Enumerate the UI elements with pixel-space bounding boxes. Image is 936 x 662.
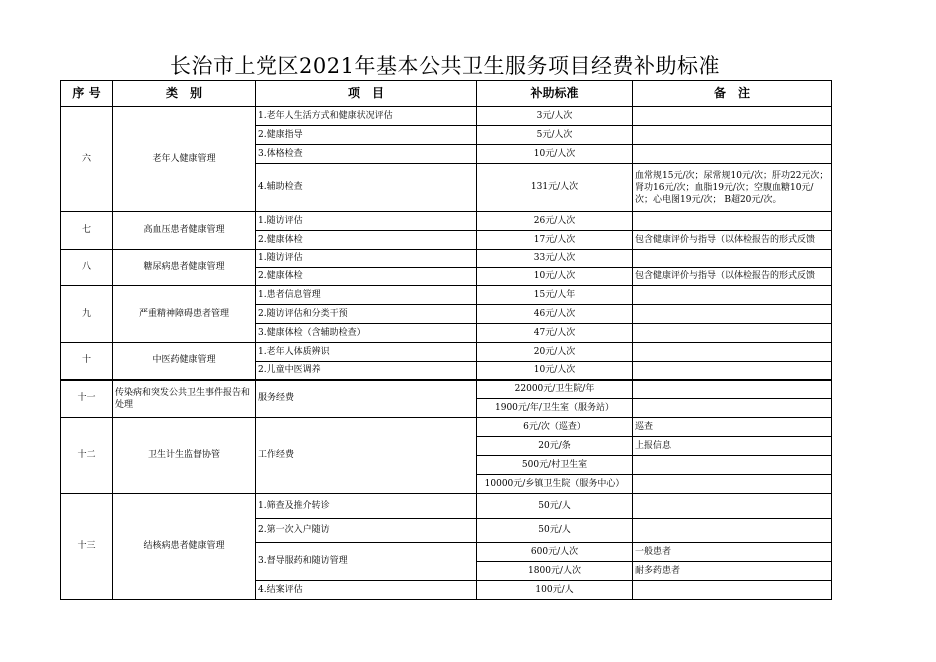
header-category: 类 别 [113, 81, 256, 107]
seq-cell: 十三 [61, 494, 113, 600]
seq-cell: 九 [61, 286, 113, 343]
item-cell: 服务经费 [256, 380, 477, 418]
remark-cell [633, 324, 832, 343]
remark-cell [633, 380, 832, 399]
seq-cell: 八 [61, 250, 113, 286]
remark-cell [633, 286, 832, 305]
header-row [61, 81, 832, 107]
remark-cell: 一般患者 [633, 543, 832, 562]
remark-cell: 血常规15元/次；尿常规10元/次；肝功22元次；肾功16元/次；血脂19元/次；空腹血糖10元/次；心电图19元/次； B超20元/次。 [633, 164, 832, 212]
table-row [61, 107, 832, 126]
table-row [61, 286, 832, 305]
standard-cell: 1900元/年/卫生室（服务站） [477, 399, 633, 418]
page-title: 长治市上党区2021年基本公共卫生服务项目经费补助标准 [170, 54, 720, 78]
standard-cell: 5元/人次 [477, 126, 633, 145]
remark-cell [633, 456, 832, 475]
seq-cell: 六 [61, 107, 113, 212]
seq-cell: 七 [61, 212, 113, 250]
standard-cell: 10元/人次 [477, 145, 633, 164]
table-row [61, 418, 832, 437]
standard-cell: 20元/条 [477, 437, 633, 456]
standard-cell: 500元/村卫生室 [477, 456, 633, 475]
standard-cell: 100元/人 [477, 581, 633, 600]
standard-cell: 6元/次（巡查） [477, 418, 633, 437]
item-cell: 3.督导服药和随访管理 [256, 543, 477, 581]
standard-cell: 10元/人次 [477, 362, 633, 380]
table-row [61, 212, 832, 231]
standard-cell: 15元/人年 [477, 286, 633, 305]
remark-cell [633, 126, 832, 145]
header-remark: 备 注 [633, 81, 832, 107]
item-cell: 3.健康体检（含辅助检查） [256, 324, 477, 343]
remark-cell: 耐多药患者 [633, 562, 832, 581]
standard-cell: 17元/人次 [477, 231, 633, 250]
category-cell: 高血压患者健康管理 [113, 212, 256, 250]
item-cell: 1.老年人体质辨识 [256, 343, 477, 362]
remark-cell: 巡查 [633, 418, 832, 437]
remark-cell: 上报信息 [633, 437, 832, 456]
item-cell: 3.体格检查 [256, 145, 477, 164]
remark-cell [633, 399, 832, 418]
category-cell: 老年人健康管理 [113, 107, 256, 212]
standard-cell: 20元/人次 [477, 343, 633, 362]
standard-cell: 22000元/卫生院/年 [477, 380, 633, 399]
item-cell: 工作经费 [256, 418, 477, 494]
item-cell: 4.辅助检查 [256, 164, 477, 212]
category-cell: 结核病患者健康管理 [113, 494, 256, 600]
item-cell: 1.随访评估 [256, 212, 477, 231]
category-cell: 卫生计生监督协管 [113, 418, 256, 494]
standard-cell: 50元/人 [477, 494, 633, 519]
item-cell: 2.健康体检 [256, 268, 477, 286]
header-item: 项 目 [256, 81, 477, 107]
item-cell: 1.老年人生活方式和健康状况评估 [256, 107, 477, 126]
remark-cell [633, 581, 832, 600]
header-standard: 补助标准 [477, 81, 633, 107]
item-cell: 2.儿童中医调养 [256, 362, 477, 380]
item-cell: 1.随访评估 [256, 250, 477, 268]
remark-cell [633, 475, 832, 494]
remark-cell [633, 519, 832, 543]
standard-cell: 131元/人次 [477, 164, 633, 212]
remark-cell [633, 145, 832, 164]
item-cell: 1.患者信息管理 [256, 286, 477, 305]
seq-cell: 十二 [61, 418, 113, 494]
remark-cell [633, 494, 832, 519]
remark-cell [633, 250, 832, 268]
subsidy-table [60, 80, 832, 600]
item-cell: 2.健康指导 [256, 126, 477, 145]
table-row [61, 250, 832, 268]
table-row [61, 343, 832, 362]
standard-cell: 10000元/乡镇卫生院（服务中心） [477, 475, 633, 494]
item-cell: 2.健康体检 [256, 231, 477, 250]
item-cell: 2.随访评估和分类干预 [256, 305, 477, 324]
item-cell: 4.结案评估 [256, 581, 477, 600]
remark-cell [633, 107, 832, 126]
standard-cell: 3元/人次 [477, 107, 633, 126]
standard-cell: 600元/人次 [477, 543, 633, 562]
table-row [61, 380, 832, 399]
seq-cell: 十一 [61, 380, 113, 418]
standard-cell: 1800元/人次 [477, 562, 633, 581]
category-cell: 糖尿病患者健康管理 [113, 250, 256, 286]
category-cell: 传染病和突发公共卫生事件报告和处理 [113, 380, 256, 418]
standard-cell: 46元/人次 [477, 305, 633, 324]
item-cell: 1.筛查及推介转诊 [256, 494, 477, 519]
standard-cell: 26元/人次 [477, 212, 633, 231]
seq-cell: 十 [61, 343, 113, 380]
standard-cell: 33元/人次 [477, 250, 633, 268]
remark-cell [633, 305, 832, 324]
standard-cell: 47元/人次 [477, 324, 633, 343]
remark-cell [633, 343, 832, 362]
item-cell: 2.第一次入户随访 [256, 519, 477, 543]
header-seq: 序 号 [61, 81, 113, 107]
standard-cell: 10元/人次 [477, 268, 633, 286]
remark-cell: 包含健康评价与指导（以体检报告的形式反馈 [633, 231, 832, 250]
category-cell: 中医药健康管理 [113, 343, 256, 380]
category-cell: 严重精神障碍患者管理 [113, 286, 256, 343]
standard-cell: 50元/人 [477, 519, 633, 543]
remark-cell [633, 212, 832, 231]
remark-cell: 包含健康评价与指导（以体检报告的形式反馈 [633, 268, 832, 286]
table-row [61, 494, 832, 519]
remark-cell [633, 362, 832, 380]
